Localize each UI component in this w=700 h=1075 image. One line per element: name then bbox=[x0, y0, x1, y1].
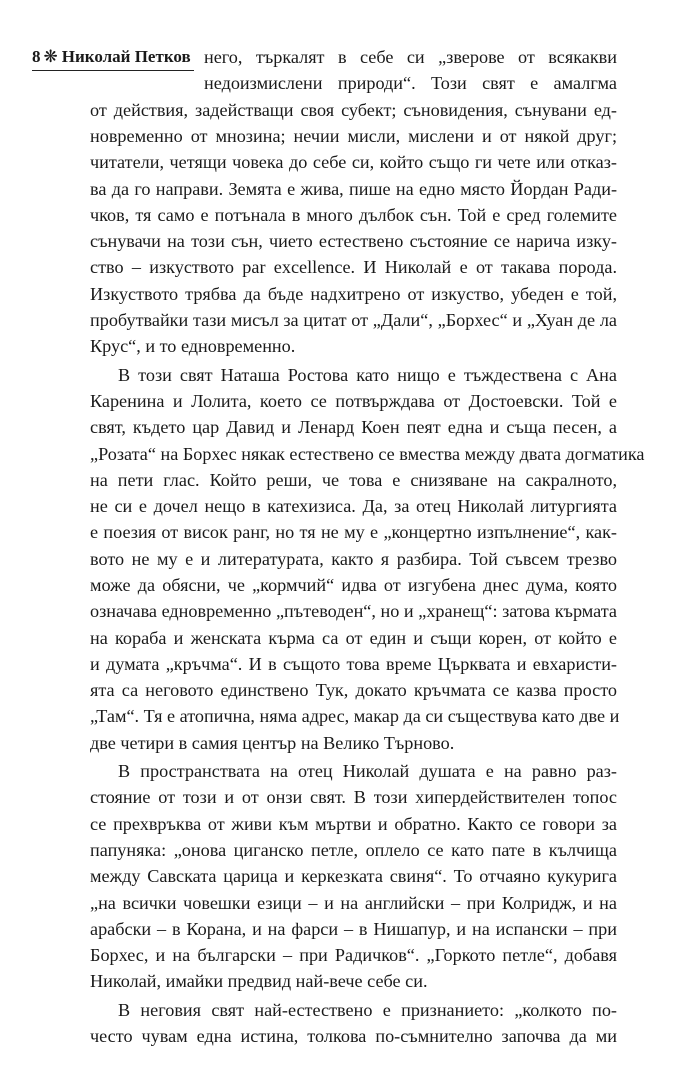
text-line: „Там“. Тя е атопична, няма адрес, макар да си съществува като две и bbox=[90, 706, 620, 726]
text-line: не си е дочел нещо в катехизиса. Да, за отец Николай литургията bbox=[90, 496, 617, 516]
ornament-icon: ❋ bbox=[43, 47, 58, 66]
text-line: от действия, задействащи своя субект; съновидения, сънувани ед- bbox=[90, 100, 617, 120]
running-header bbox=[32, 46, 194, 71]
text-line: В този свят Наташа Ростова като нищо е тъждествена с Ана bbox=[118, 365, 617, 385]
text-line: свят, където цар Давид и Ленард Коен пеят една и съща песен, а bbox=[90, 417, 617, 437]
text-line: папуняка: „онова циганско петле, оплело се като пате в кълчища bbox=[90, 840, 617, 860]
text-line: В пространствата на отец Николай душата е на равно раз- bbox=[118, 761, 617, 781]
text-line: на кораба и женската кърма са от един и същи корен, от който е bbox=[90, 628, 617, 648]
text-line: две четири в самия център на Велико Търново. bbox=[90, 733, 455, 753]
text-line: Крус“, и то едновременно. bbox=[90, 336, 296, 356]
text-line: и думата „кръчма“. И в същото това време Църквата и евхаристи- bbox=[90, 654, 617, 674]
text-line: на пети глас. Който реши, че това е снизяване на сакралното, bbox=[90, 470, 617, 490]
text-line: Каренина и Лолита, което се потвърждава от Достоевски. Той е bbox=[90, 391, 617, 411]
text-line: ство – изкуството par excellence. И Николай е от такава порода. bbox=[90, 257, 617, 277]
text-line: В неговия свят най-естествено е признанието: „колкото по- bbox=[118, 1000, 617, 1020]
text-line: вото не му е и литературата, както я разбира. Той съвсем трезво bbox=[90, 549, 617, 569]
text-line: пробутвайки тази мисъл за цитат от „Дали“, „Борхес“ и „Хуан де ла bbox=[90, 310, 617, 330]
text-line: често чувам една истина, толкова по-съмнително започва да ми bbox=[90, 1026, 617, 1046]
text-line: е поезия от висок ранг, но тя не му е „концертно изпълнение“, как- bbox=[90, 522, 617, 542]
page-number: 8 bbox=[32, 47, 41, 66]
text-line: между Савската царица и керкезката свиня“. То отчаяно кукурига bbox=[90, 866, 617, 886]
text-line: означава едновременно „пътеводен“, но и „хранещ“: затова кърмата bbox=[90, 601, 617, 621]
text-line: сънувачи на този сън, чието естествено състояние се нарича изку- bbox=[90, 231, 617, 251]
text-line: Николай, имайки предвид най-вече себе си. bbox=[90, 971, 428, 991]
text-line: може да обясни, че „кормчий“ идва от изгубена днес дума, която bbox=[90, 575, 617, 595]
text-line: арабски – в Корана, и на фарси – в Нишапур, и на испански – при bbox=[90, 919, 617, 939]
text-line: него, търкалят в себе си „зверове от всякакви bbox=[204, 47, 617, 67]
text-line: новременно от мнозина; нечии мисли, мислени и от някой друг; bbox=[90, 126, 617, 146]
running-header-author: Николай Петков bbox=[61, 47, 191, 66]
text-line: Борхес, и на български – при Радичков“. „Горкото петле“, добавя bbox=[90, 945, 617, 965]
text-line: ята са неговото единствено Тук, докато кръчмата се казва просто bbox=[90, 680, 617, 700]
text-line: стояние от този и от онзи свят. В този хипердействителен топос bbox=[90, 787, 617, 807]
text-line: Изкуството трябва да бъде надхитрено от изкуство, убеден е той, bbox=[90, 284, 617, 304]
text-line: чков, тя само е потънала в много дълбок сън. Той е сред големите bbox=[90, 205, 617, 225]
text-line: се прехвръква от живи към мъртви и обратно. Както се говори за bbox=[90, 814, 617, 834]
text-line: „Розата“ на Борхес някак естествено се вмества между двата догматика bbox=[90, 444, 645, 464]
text-line: „на всички човешки езици – и на английски – при Колридж, и на bbox=[90, 893, 617, 913]
text-line: ва да го направи. Земята е жива, пише на едно място Йордан Ради- bbox=[90, 179, 617, 199]
text-line: читатели, четящи човека до себе си, който също ги чете или отказ- bbox=[90, 152, 617, 172]
text-line: недоизмислени природи“. Този свят е амалгма bbox=[204, 73, 617, 93]
